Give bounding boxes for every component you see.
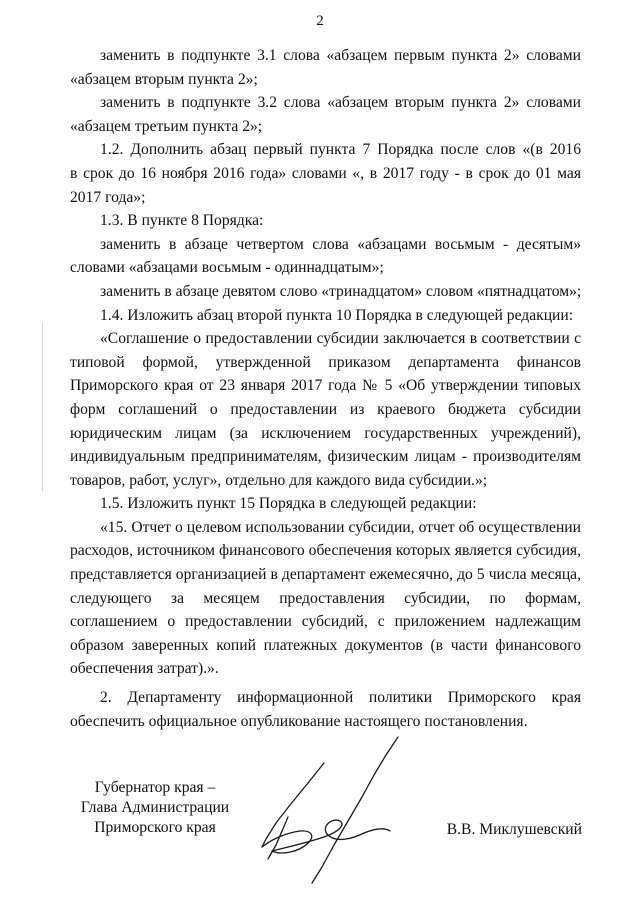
text-line: следующего за месяцем предоставления субсидии, по формам,	[70, 589, 581, 607]
text-line: 1.5. Изложить пункт 15 Порядка в следующей редакции:	[100, 495, 477, 513]
text-line: заменить в подпункте 3.1 слова «абзацем первым пункта 2» словами	[100, 47, 581, 64]
document-body	[70, 44, 581, 733]
text-line: «абзацем третьим пункта 2»;	[70, 117, 263, 135]
text-line: типовой формой, утвержденной приказом департамента финансов	[70, 353, 581, 371]
text-line: «абзацем вторым пункта 2»;	[70, 70, 258, 88]
text-line: 1.3. В пункте 8 Порядка:	[100, 212, 264, 230]
text-line: Приморского края от 23 января 2017 года № 5 «Об утверждении типовых	[70, 377, 581, 395]
text-line: юридическим лицам (за исключением государственных учреждений),	[70, 424, 581, 442]
text-line: заменить в подпункте 3.2 слова «абзацем вторым пункта 2» словами	[100, 94, 581, 112]
text-line: «15. Отчет о целевом использовании субсидии, отчет об осуществлении	[100, 518, 581, 536]
text-line: образом заверенных копий платежных документов (в части финансового	[70, 636, 581, 654]
text-line: обеспечения затрат).».	[70, 660, 219, 678]
text-line: заменить в абзаце четвертом слова «абзацами восьмым - десятым»	[100, 235, 581, 253]
text-line: индивидуальным предпринимателям, физическим лицам - производителям	[70, 448, 581, 466]
handwritten-signature	[228, 735, 428, 885]
text-line: обеспечить официальное опубликование настоящего постановления.	[70, 712, 528, 730]
text-line: 2017 года»;	[70, 188, 146, 206]
text-line: представляется организацией в департамент ежемесячно, до 5 числа месяца,	[70, 566, 581, 584]
text-line: в срок до 16 ноября 2016 года» словами «, в 2017 году - в срок до 01 мая	[70, 164, 581, 182]
scan-margin-mark	[42, 322, 43, 492]
page-number: 2	[316, 13, 324, 29]
text-line: расходов, источником финансового обеспечения которых является субсидия,	[70, 542, 581, 560]
signatory-title	[70, 778, 240, 838]
text-line: 1.2. Дополнить абзац первый пункта 7 Порядка после слов «(в 2016	[100, 141, 581, 159]
signatory-title-line: Приморского края	[94, 819, 216, 836]
text-line: 1.4. Изложить абзац второй пункта 10 Порядка в следующей редакции:	[100, 306, 574, 324]
text-line: соглашением о предоставлении субсидий, с приложением надлежащим	[70, 613, 581, 631]
text-line: словами «абзацами восьмым - одиннадцатым»;	[70, 259, 384, 277]
text-line: 2. Департаменту информационной политики Приморского края	[100, 689, 581, 707]
text-line: форм соглашений о предоставлении из краевого бюджета субсидии	[70, 400, 581, 418]
text-line: заменить в абзаце девятом слово «тринадцатом» словом «пятнадцатом»;	[100, 282, 582, 300]
text-line: «Соглашение о предоставлении субсидии заключается в соответствии с	[100, 330, 581, 348]
signatory-title-line: Глава Администрации	[80, 799, 230, 816]
signatory-title-line: Губернатор края –	[94, 779, 216, 796]
text-line: товаров, работ, услуг», отдельно для каждого вида субсидии.»;	[70, 471, 488, 489]
signatory-name: В.В. Миклушевский	[446, 821, 582, 838]
